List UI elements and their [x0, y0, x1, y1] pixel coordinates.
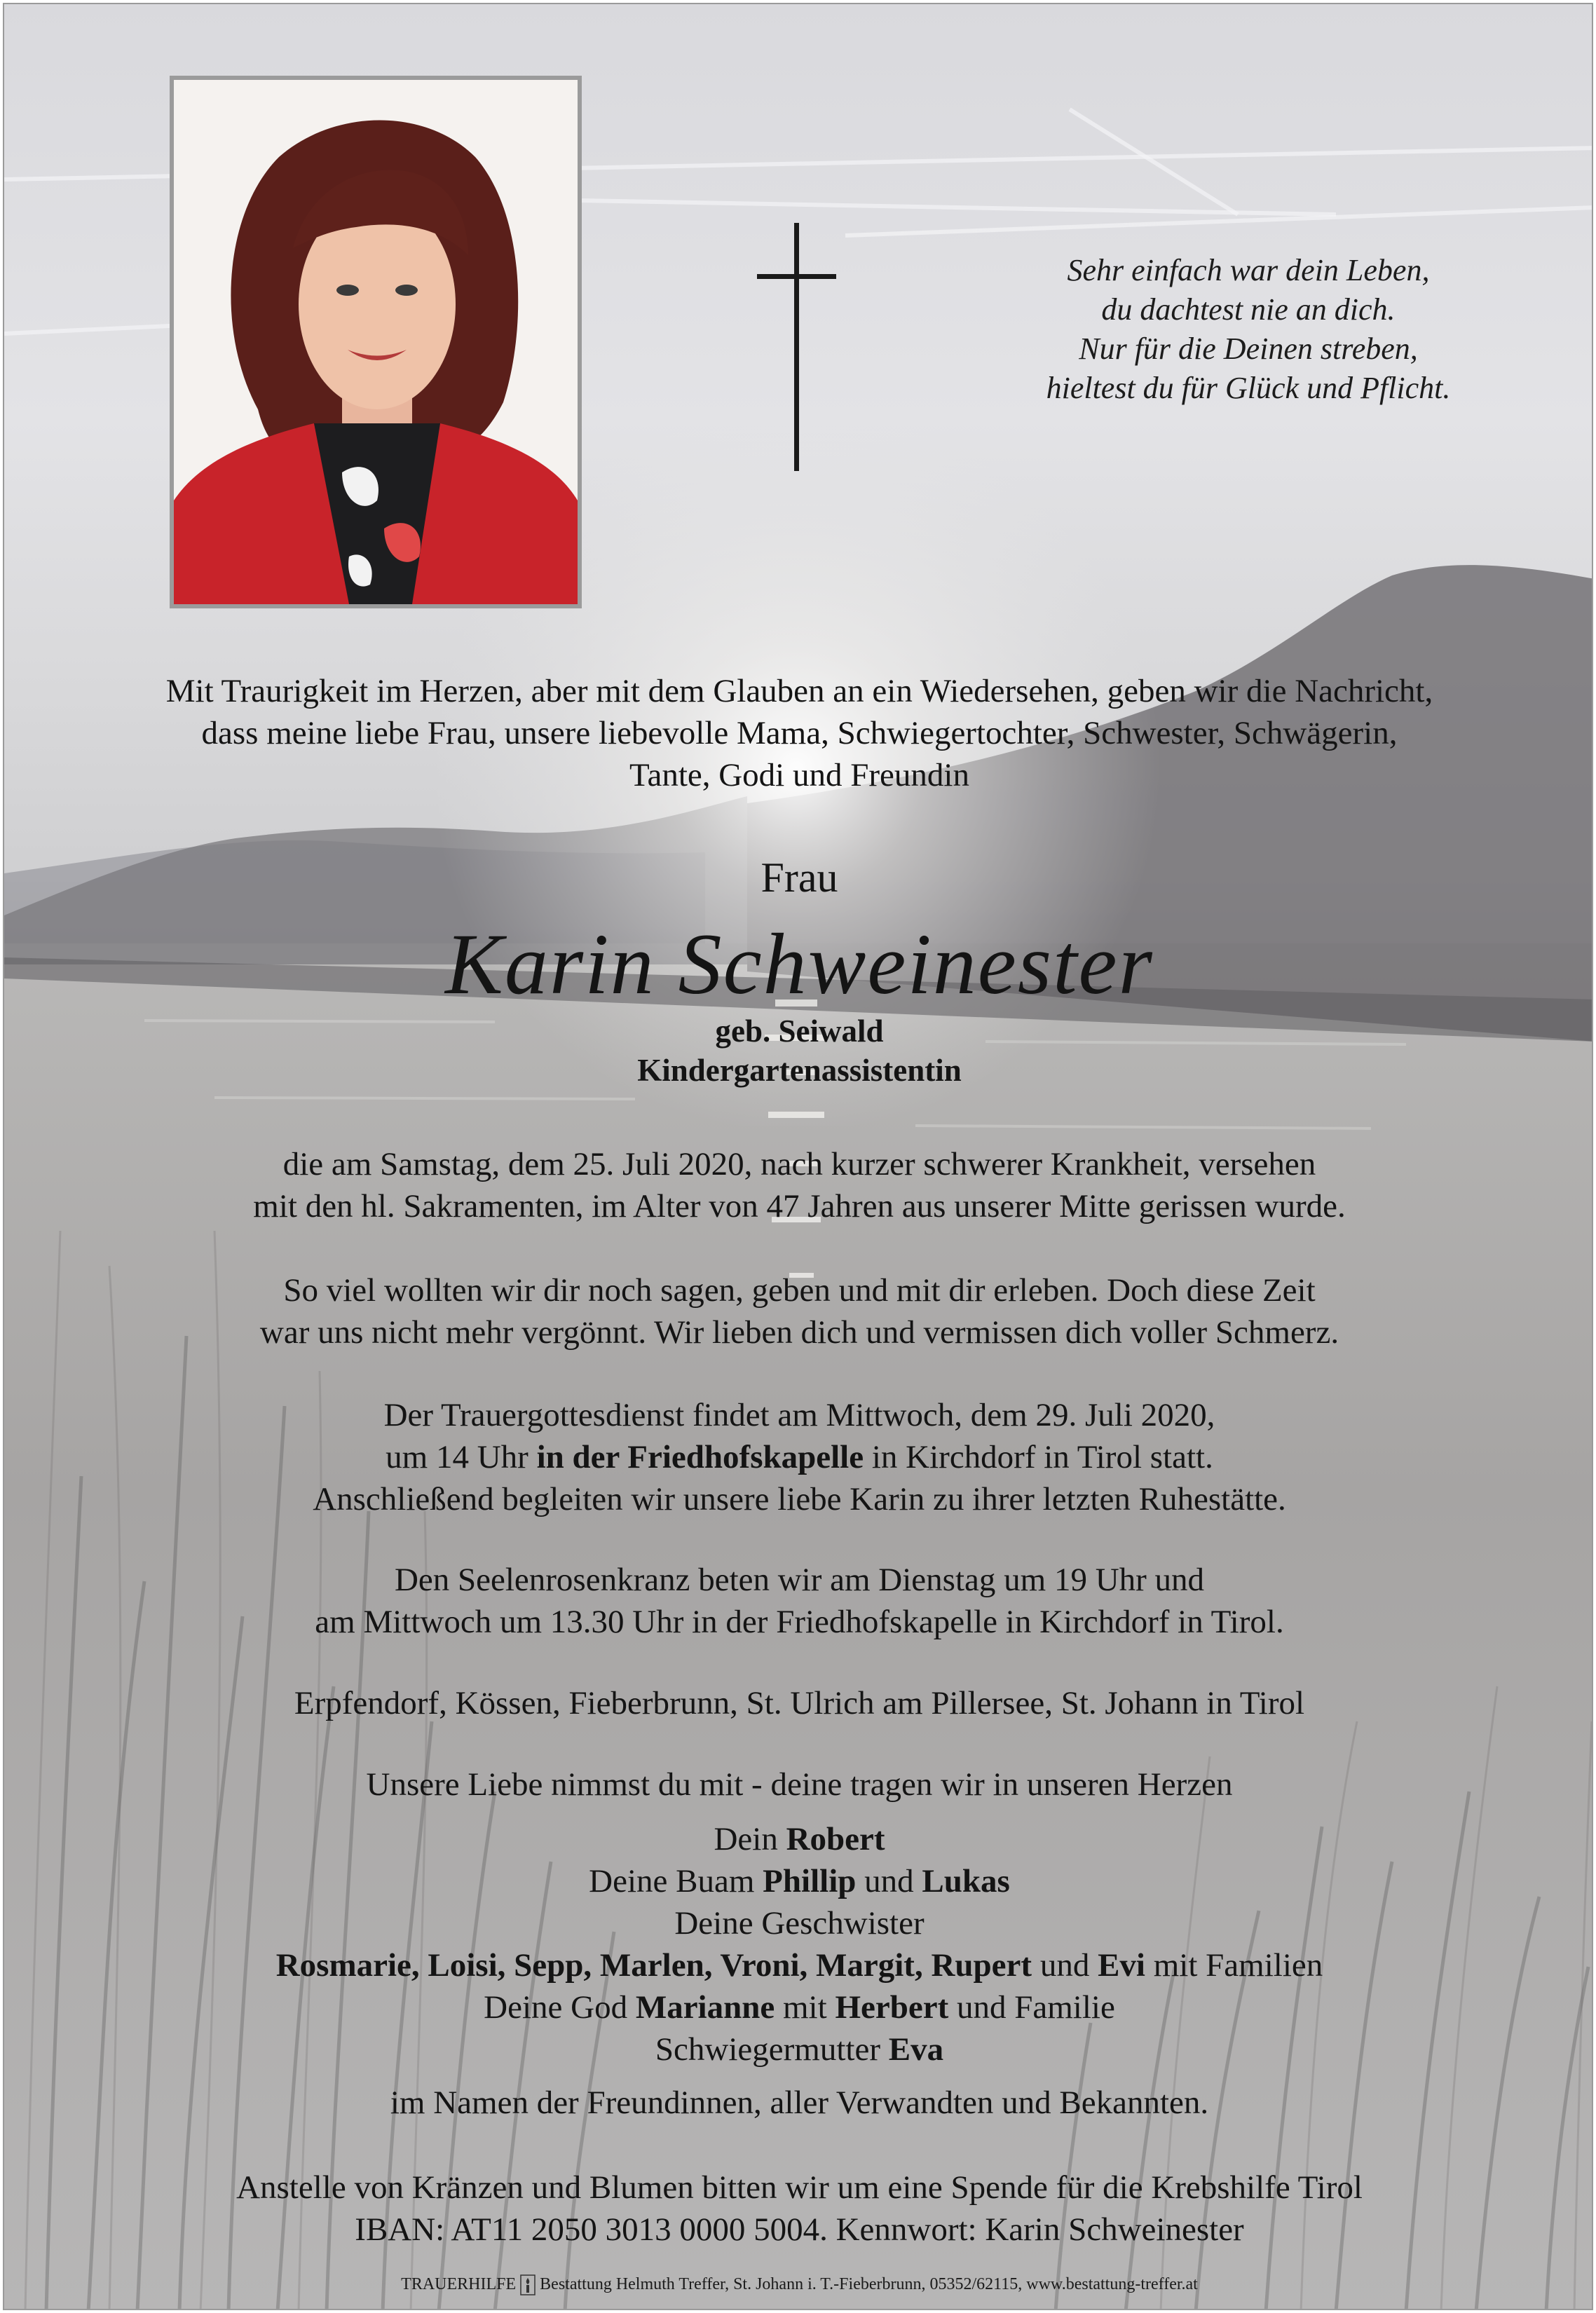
- mourner-godmother: Deine God Marianne mit Herbert und Familie: [484, 1989, 1115, 2026]
- rosary-paragraph: [4, 1559, 1593, 1643]
- candle-logo-icon: [520, 2274, 536, 2295]
- obituary-notice: [3, 3, 1593, 2310]
- places-line: Erpfendorf, Kössen, Fieberbrunn, St. Ulrich am Pillersee, St. Johann in Tirol: [294, 1685, 1305, 1721]
- poem-line: du dachtest nie an dich.: [1101, 292, 1396, 327]
- cross-icon-bar: [757, 274, 836, 279]
- trauerhilfe-brand: TRAUERHILFE: [401, 2275, 517, 2293]
- death-notice-paragraph: [4, 1143, 1593, 1227]
- death-notice-line: mit den hl. Sakramenten, im Alter von 47 Jahren aus unserer Mitte gerissen wurde.: [253, 1188, 1346, 1224]
- donation-line: Anstelle von Kränzen und Blumen bitten wir um eine Spende für die Krebshilfe Tirol: [236, 2169, 1363, 2206]
- motto-line: Unsere Liebe nimmst du mit - deine tragen wir in unseren Herzen: [366, 1766, 1233, 1803]
- farewell-line: So viel wollten wir dir noch sagen, geben und mit dir erleben. Doch diese Zeit: [283, 1272, 1316, 1309]
- service-location: in der Friedhofskapelle: [536, 1439, 864, 1475]
- intro-line: Mit Traurigkeit im Herzen, aber mit dem Glauben an ein Wiedersehen, geben wir die Nachricht,: [165, 673, 1433, 709]
- poem-line: Sehr einfach war dein Leben,: [1067, 253, 1430, 287]
- mourner-husband: Dein Robert: [714, 1821, 885, 1857]
- service-line: Der Trauergottesdienst findet am Mittwoch, dem 29. Juli 2020,: [383, 1397, 1215, 1433]
- mourner-sons: Deine Buam Phillip und Lukas: [589, 1863, 1010, 1899]
- deceased-name: Karin Schweinester: [445, 916, 1154, 1012]
- donation-iban: IBAN: AT11 2050 3013 0000 5004. Kennwort: Karin Schweinester: [355, 2211, 1244, 2248]
- rosary-line: Den Seelenrosenkranz beten wir am Dienstag um 19 Uhr und: [394, 1562, 1205, 1598]
- donation-paragraph: [4, 2167, 1593, 2251]
- poem-line: Nur für die Deinen streben,: [1079, 332, 1418, 366]
- mourners-list: [4, 1818, 1593, 2070]
- poem-line: hieltest du für Glück und Pflicht.: [1046, 371, 1451, 405]
- salutation: Frau: [761, 854, 838, 901]
- death-notice-line: die am Samstag, dem 25. Juli 2020, nach kurzer schwerer Krankheit, versehen: [282, 1146, 1316, 1182]
- rosary-line: am Mittwoch um 13.30 Uhr in der Friedhofskapelle in Kirchdorf in Tirol.: [315, 1604, 1284, 1640]
- farewell-line: war uns nicht mehr vergönnt. Wir lieben dich und vermissen dich voller Schmerz.: [259, 1314, 1339, 1351]
- mourner-mother-in-law: Schwiegermutter Eva: [655, 2031, 944, 2068]
- funeral-home-info: Bestattung Helmuth Treffer, St. Johann i. T.-Fieberbrunn, 05352/62115, www.bestattung-treffer.at: [540, 2275, 1198, 2293]
- funeral-home-footer: [4, 2274, 1593, 2295]
- service-line: um 14 Uhr in der Friedhofskapelle in Kirchdorf in Tirol statt.: [386, 1439, 1213, 1475]
- mourner-siblings: Rosmarie, Loisi, Sepp, Marlen, Vroni, Margit, Rupert und Evi mit Familien: [275, 1947, 1323, 1984]
- profession: Kindergartenassistentin: [637, 1053, 962, 1088]
- maiden-name: geb. Seiwald: [715, 1014, 884, 1049]
- cross-icon: [794, 223, 799, 471]
- service-line: Anschließend begleiten wir unsere liebe Karin zu ihrer letzten Ruhestätte.: [313, 1481, 1286, 1517]
- intro-paragraph: [4, 670, 1593, 796]
- portrait-photo: [170, 76, 582, 608]
- farewell-paragraph: [4, 1269, 1593, 1353]
- intro-line: dass meine liebe Frau, unsere liebevolle Mama, Schwiegertochter, Schwester, Schwägerin,: [201, 715, 1398, 751]
- intro-line: Tante, Godi und Freundin: [629, 757, 969, 793]
- mourners-others: im Namen der Freundinnen, aller Verwandten und Bekannten.: [390, 2085, 1209, 2121]
- memorial-poem: [936, 251, 1560, 408]
- service-paragraph: [4, 1394, 1593, 1520]
- mourner-siblings-heading: Deine Geschwister: [674, 1905, 925, 1942]
